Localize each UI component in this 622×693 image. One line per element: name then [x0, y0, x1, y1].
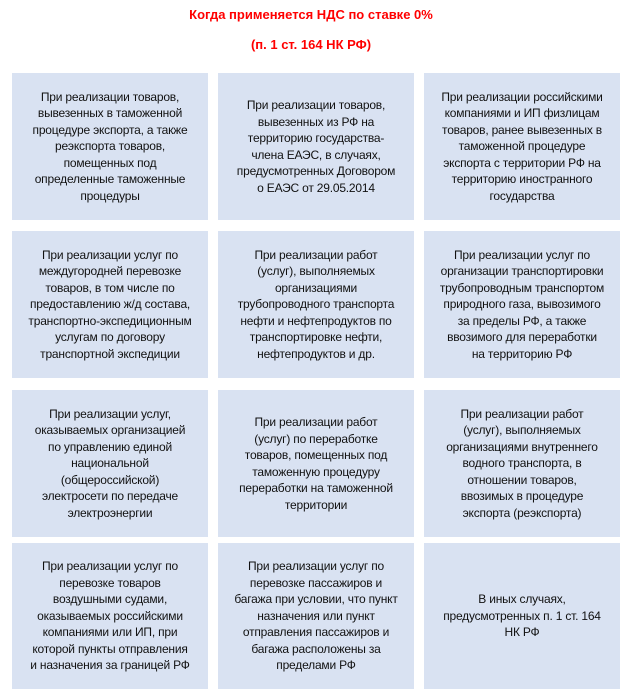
case-text: При реализации услуг по междугородней перевозке товаров, в том числе по предоставлению ж/д состава, транспортно-экспедиционным услугам по договору транспортной экспедиции	[28, 247, 192, 361]
title-line-1: Когда применяется НДС по ставке 0%	[189, 7, 433, 22]
case-text: При реализации товаров, вывезенных из РФ на территорию государства- члена ЕАЭС, в случаях, предусмотренных Договором о ЕАЭС от 29.05.2014	[236, 98, 396, 195]
case-text: При реализации российскими компаниями и ИП физлицам товаров, ранее вывезенных в таможенной процедуре экспорта с территории РФ на территорию иностранного государства	[441, 89, 603, 203]
case-text: При реализации услуг, оказываемых организацией по управлению единой национальной (общероссийской) электросети по передаче электроэнергии	[34, 406, 186, 520]
case-card-air-cargo	[12, 543, 208, 689]
case-text: При реализации работ (услуг) по переработке товаров, помещенных под таможенную процедуру переработки на таможенной территории	[239, 415, 393, 512]
case-card-power-grid	[12, 390, 208, 537]
case-card-export	[12, 73, 208, 220]
case-text: При реализации работ (услуг), выполняемых организациями трубопроводного транспорта нефти и нефтепродуктов по транспортировке нефти, нефтепродуктов и др.	[237, 247, 395, 361]
case-card-eaeu	[218, 73, 414, 220]
title-line-2: (п. 1 ст. 164 НК РФ)	[250, 37, 372, 52]
case-text: При реализации услуг по организации транспортировки трубопроводным транспортом природного газа, вывозимого за пределы РФ, а также ввозимого для переработки на территорию РФ	[439, 247, 605, 361]
case-card-other-cases	[424, 543, 620, 689]
case-text: При реализации работ (услуг), выполняемых организациями внутреннего водного транспорта, в отношении товаров, ввозимых в процедуре экспорта (реэкспорта)	[446, 406, 598, 520]
case-text: При реализации услуг по перевозке товаров воздушными судами, оказываемых российскими компаниями или ИП, при которой пункты отправления и назначения за границей РФ	[30, 559, 190, 673]
case-card-processing	[218, 390, 414, 537]
case-card-intercity-transport	[12, 231, 208, 378]
case-card-oil-pipeline	[218, 231, 414, 378]
case-card-individuals	[424, 73, 620, 220]
case-text: При реализации товаров, вывезенных в таможенной процедуре экспорта, а также реэкспорта товаров, помещенных под определенные таможенные процедуры	[32, 89, 188, 203]
case-card-water-transport	[424, 390, 620, 537]
case-card-gas-pipeline	[424, 231, 620, 378]
case-card-passenger-transport	[218, 543, 414, 689]
case-text: В иных случаях, предусмотренных п. 1 ст. 164 НК РФ	[443, 592, 601, 640]
case-text: При реализации услуг по перевозке пассажиров и багажа при условии, что пункт назначения или пункт отправления пассажиров и багажа расположены за пределами РФ	[234, 559, 398, 673]
